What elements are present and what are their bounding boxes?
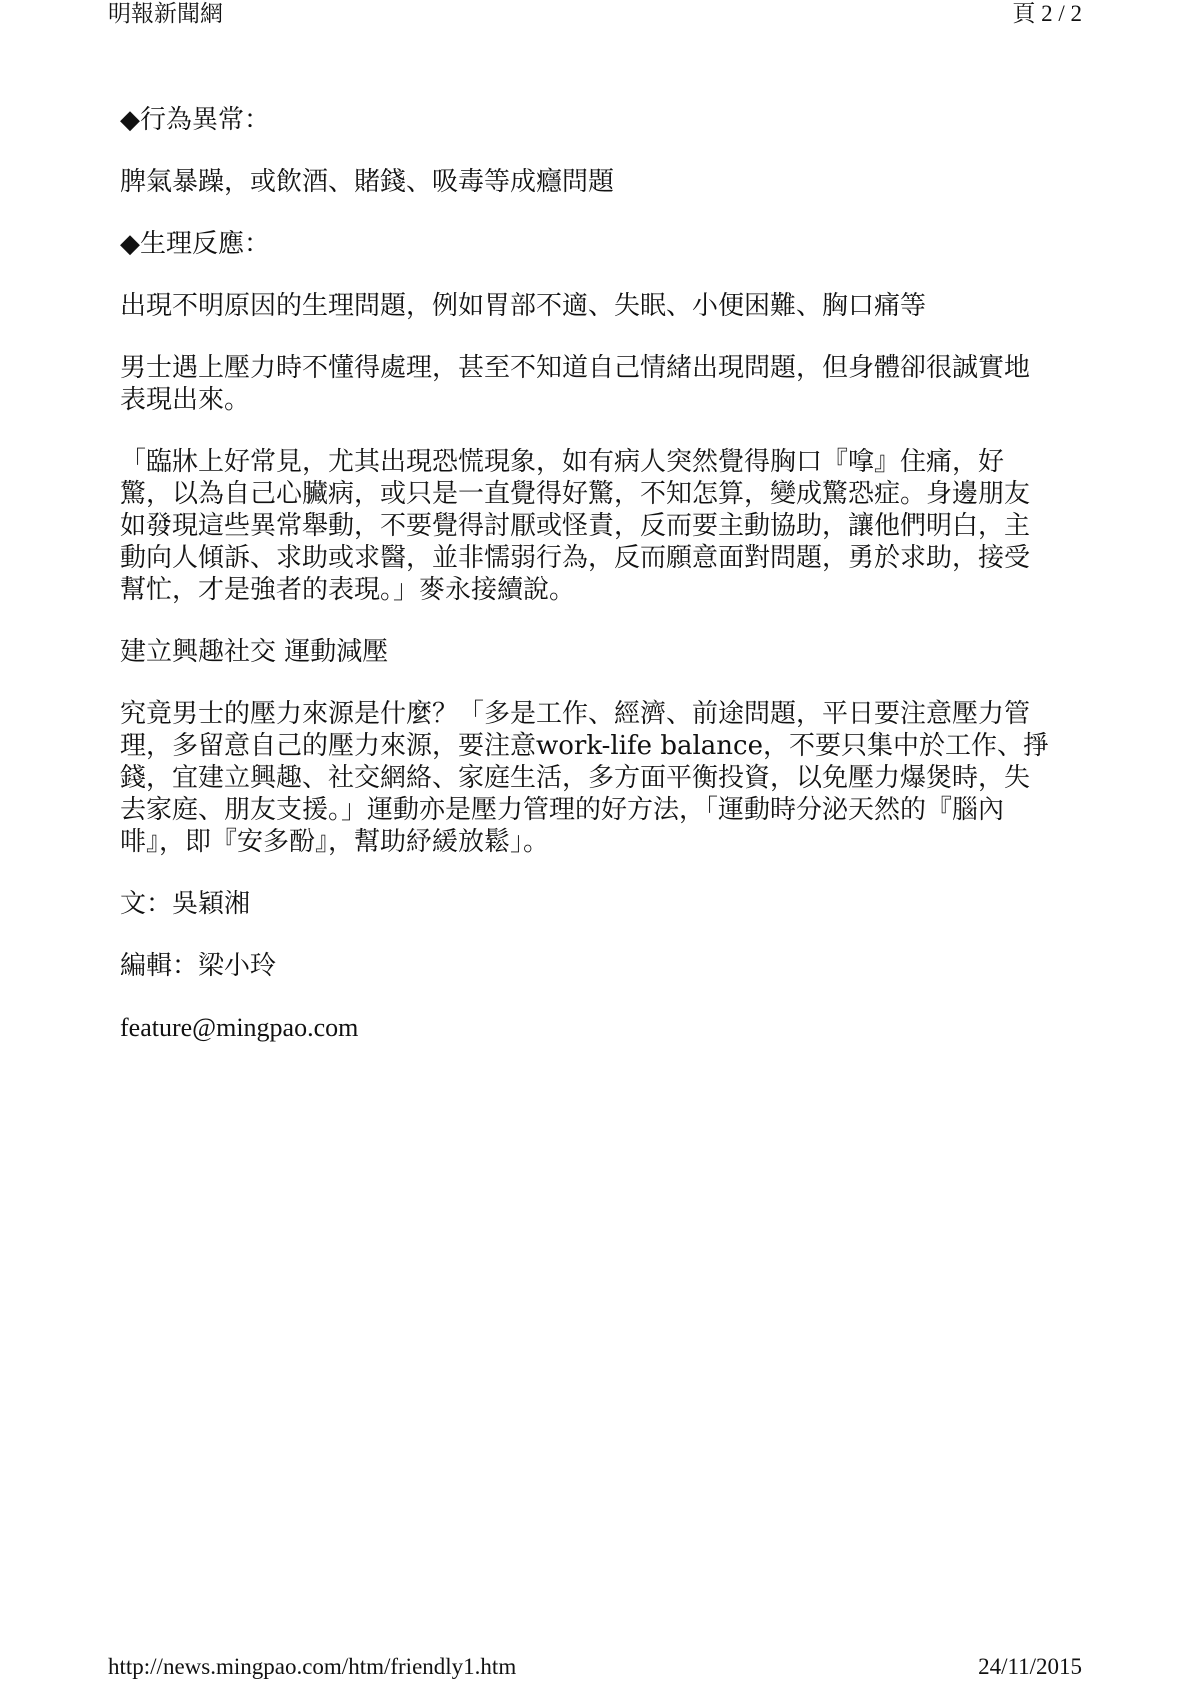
section-heading-physiological: ◆生理反應：	[120, 229, 270, 259]
paragraph-stress-sources: 究竟男士的壓力來源是什麼？「多是工作、經濟、前途問題，平日要注意壓力管理，多留意自己的壓力來源，要注意work-life balance，不要只集中於工作、掙錢，宜建立興趣、社交網絡、家庭生活，多方面平衡投資，以免壓力爆煲時，失去家庭、朋友支援。」運動亦是壓力管理的好方法，「運動時分泌天然的『腦內啡』，即『安多酚』，幫助紓緩放鬆」。	[120, 699, 1049, 857]
editor-credit: 編輯：梁小玲	[120, 951, 277, 981]
contact-email[interactable]: feature@mingpao.com	[120, 1013, 359, 1042]
page-indicator: 頁 2 / 2	[1012, 1, 1082, 26]
subheading-interests-exercise: 建立興趣社交 運動減壓	[120, 637, 389, 667]
paragraph-clinical-quote: 「臨牀上好常見，尤其出現恐慌現象，如有病人突然覺得胸口『嗱』住痛，好驚，以為自己心臟病，或只是一直覺得好驚，不知怎算，變成驚恐症。身邊朋友如發現這些異常舉動，不要覺得討厭或怪責，反而要主動協助，讓他們明白，主動向人傾訴、求助或求醫，並非懦弱行為，反而願意面對問題，勇於求助，接受幫忙，才是強者的表現。」麥永接續說。	[120, 447, 1031, 605]
paragraph-behavior-detail: 脾氣暴躁，或飲酒、賭錢、吸毒等成癮問題	[120, 167, 615, 197]
paragraph-physiological-detail: 出現不明原因的生理問題，例如胃部不適、失眠、小便困難、胸口痛等	[120, 291, 927, 321]
article-body	[120, 104, 1050, 1074]
site-name: 明報新聞網	[108, 1, 223, 26]
print-date: 24/11/2015	[978, 1654, 1082, 1679]
page-url[interactable]: http://news.mingpao.com/htm/friendly1.htm	[108, 1654, 517, 1679]
page-header	[108, 0, 1082, 28]
author-credit: 文：吳穎湘	[120, 889, 251, 919]
page-footer	[108, 1653, 1082, 1681]
paragraph-men-stress: 男士遇上壓力時不懂得處理，甚至不知道自己情緒出現問題，但身體卻很誠實地表現出來。	[120, 353, 1031, 415]
section-heading-behavior: ◆行為異常：	[120, 105, 270, 135]
